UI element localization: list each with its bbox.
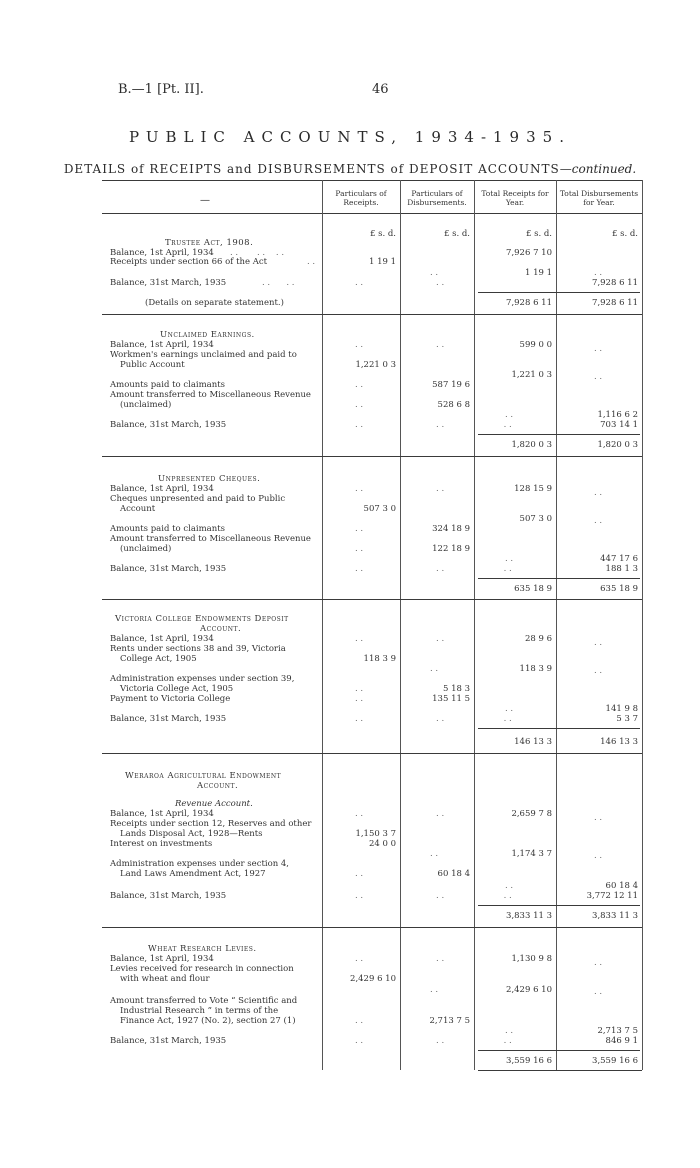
total-disbursements-paid: 1,116 6 2 [597, 410, 638, 420]
total-disbursements-close: 7,928 6 11 [592, 278, 638, 288]
line-balance-close: Balance, 31st March, 1935 [110, 420, 227, 430]
line-rents: Rents under sections 38 and 39, Victoria [110, 644, 286, 654]
header-disbursements: Particulars of Disbursements. [407, 189, 467, 207]
line-finance-act: Finance Act, 1927 (No. 2), section 27 (1) [120, 1016, 296, 1026]
line-wheat-flour: with wheat and flour [120, 974, 210, 984]
line-payment: Payment to Victoria College [110, 694, 231, 704]
leader-dots: . . [505, 704, 514, 714]
leader-dots: . . . . [355, 809, 445, 819]
header-blank-dash: — [200, 195, 210, 206]
section-title: Trustee Act, 1908. [165, 238, 254, 248]
section-title-2: Account. [200, 624, 242, 634]
line-balance-open: Balance, 1st April, 1934 [110, 634, 214, 644]
disbursement-admin: 60 18 4 [437, 869, 470, 879]
line-public-account: Public Account [120, 360, 185, 370]
disbursement-transfer: 122 18 9 [432, 544, 470, 554]
total-disbursements-sum: 635 18 9 [600, 584, 638, 594]
total-receipts-open: 2,659 7 8 [511, 809, 552, 819]
leader-dots: . . [355, 544, 364, 554]
leader-dots: . . [355, 1016, 364, 1026]
total-receipts-add: 118 3 9 [519, 664, 552, 674]
leader-dots: . . . . . . [355, 420, 512, 430]
line-receipts: Receipts under section 12, Reserves and other [110, 819, 312, 829]
leader-dots: . . [505, 554, 514, 564]
leader-dots: . . . . . . [230, 248, 285, 258]
line-paid-claimants: Amounts paid to claimants [110, 380, 225, 390]
receipts-interest: 24 0 0 [368, 839, 396, 849]
section-title: Unpresented Cheques. [158, 474, 261, 484]
leader-dots: . . [430, 849, 439, 859]
line-college-act-2: Victoria College Act, 1905 [120, 684, 234, 694]
total-disbursements-paid: 60 18 4 [605, 881, 638, 891]
line-industrial-research: Industrial Research ” in terms of the [120, 1006, 279, 1016]
leader-dots: . . . . . . [355, 714, 512, 724]
total-disbursements-close: 188 1 3 [605, 564, 638, 574]
sum-rule [478, 292, 640, 293]
leader-dots: . . [594, 516, 603, 526]
total-disbursements-close: 846 9 1 [605, 1036, 638, 1046]
leader-dots: . . . . [355, 340, 445, 350]
line-lands-act: Lands Disposal Act, 1928—Rents [120, 829, 263, 839]
section-title-1: Victoria College Endowments Deposit [115, 614, 289, 624]
header-receipts: Particulars of Receipts. [335, 189, 387, 207]
leader-dots: . . . . [355, 634, 445, 644]
table-top-rule [102, 180, 642, 181]
receipts-value: 2,429 6 10 [350, 974, 396, 984]
receipts-rents: 1,150 3 7 [355, 829, 396, 839]
leader-dots: . . [505, 881, 514, 891]
page-subtitle [0, 162, 700, 176]
total-receipts-open: 599 0 0 [519, 340, 552, 350]
total-disbursements-close: 5 3 7 [616, 714, 638, 724]
line-admin-expenses: Administration expenses under section 4, [110, 859, 289, 869]
disbursement-transfer: 2,713 7 5 [429, 1016, 470, 1026]
leader-dots: . . [307, 257, 316, 267]
subtitle-main: DETAILS of RECEIPTS and DISBURSEMENTS of DEPOSIT ACCOUNTS [63, 162, 560, 176]
page-number: 46 [372, 82, 389, 97]
leader-dots: . . [355, 400, 364, 410]
leader-dots: . . [594, 488, 603, 498]
total-disbursements-paid: 447 17 6 [600, 554, 638, 564]
total-receipts-open: 1,130 9 8 [511, 954, 552, 964]
leader-dots: . . [430, 268, 439, 278]
line-balance-close: Balance, 31st March, 1935 [110, 278, 227, 288]
total-disbursements-sum: 3,559 16 6 [592, 1056, 638, 1066]
leader-dots: . . . . [355, 484, 445, 494]
currency-total-disbursements: £ s. d. [611, 229, 638, 239]
header-bottom-rule [102, 213, 642, 214]
leader-dots: . . [355, 380, 364, 390]
leader-dots: . . [594, 344, 603, 354]
total-receipts-sum: 3,833 11 3 [506, 911, 552, 921]
line-balance-open: Balance, 1st April, 1934 [110, 954, 214, 964]
total-receipts-add: 1 19 1 [524, 268, 552, 278]
total-receipts-open: 28 9 6 [524, 634, 552, 644]
line-receipts: Receipts under section 66 of the Act [110, 257, 268, 267]
section-bottom-rule [102, 927, 642, 928]
line-unclaimed: (unclaimed) [120, 400, 172, 410]
total-disbursements-paid: 2,713 7 5 [597, 1026, 638, 1036]
section-title-1: Weraroa Agricultural Endowment [125, 771, 282, 781]
disbursement-payment: 135 11 5 [432, 694, 470, 704]
line-balance-open: Balance, 1st April, 1934 [110, 248, 214, 258]
line-cheques: Cheques unpresented and paid to Public [110, 494, 286, 504]
line-admin-expenses: Administration expenses under section 39, [110, 674, 295, 684]
total-disbursements-sum: 146 13 3 [600, 737, 638, 747]
total-disbursements-close: 3,772 12 11 [586, 891, 638, 901]
sum-rule [478, 578, 640, 579]
leader-dots: . . [505, 1026, 514, 1036]
total-disbursements-close: 703 14 1 [600, 420, 638, 430]
leader-dots: . . [505, 410, 514, 420]
total-receipts-sum: 1,820 0 3 [511, 440, 552, 450]
line-balance-close: Balance, 31st March, 1935 [110, 714, 227, 724]
leader-dots: . . [594, 958, 603, 968]
page-title: PUBLIC ACCOUNTS, 1934-1935. [129, 128, 571, 146]
receipts-value: 507 3 0 [363, 504, 396, 514]
line-balance-open: Balance, 1st April, 1934 [110, 809, 214, 819]
leader-dots: . . [430, 985, 439, 995]
section-title: Unclaimed Earnings. [160, 330, 255, 340]
line-balance-close: Balance, 31st March, 1935 [110, 1036, 227, 1046]
note-details: (Details on separate statement.) [145, 298, 284, 308]
leader-dots: . . [355, 524, 364, 534]
line-transferred: Amount transferred to Miscellaneous Revenue [110, 390, 311, 400]
total-disbursements-paid: 141 9 8 [605, 704, 638, 714]
sum-rule [478, 1050, 640, 1051]
line-paid-claimants: Amounts paid to claimants [110, 524, 225, 534]
line-account: Account [120, 504, 156, 514]
total-receipts-sum: 635 18 9 [514, 584, 552, 594]
section-bottom-rule [102, 456, 642, 457]
leader-dots: . . [594, 372, 603, 382]
line-interest: Interest on investments [110, 839, 213, 849]
currency-total-receipts: £ s. d. [525, 229, 552, 239]
total-receipts-add: 507 3 0 [519, 514, 552, 524]
receipts-value: 1,221 0 3 [355, 360, 396, 370]
line-transferred: Amount transferred to Miscellaneous Revenue [110, 534, 311, 544]
leader-dots: . . . . . . [355, 891, 512, 901]
leader-dots: . . . . [262, 278, 295, 288]
leader-dots: . . [594, 987, 603, 997]
sum-rule [478, 905, 640, 906]
section-bottom-rule [102, 314, 642, 315]
disbursement-admin: 5 18 3 [442, 684, 470, 694]
section-title: Wheat Research Levies. [148, 944, 257, 954]
disbursement-claimants: 324 18 9 [432, 524, 470, 534]
leader-dots: . . . . . . [355, 1036, 512, 1046]
line-balance-open: Balance, 1st April, 1934 [110, 484, 214, 494]
total-disbursements-sum: 3,833 11 3 [592, 911, 638, 921]
line-balance-close: Balance, 31st March, 1935 [110, 891, 227, 901]
line-balance-open: Balance, 1st April, 1934 [110, 340, 214, 350]
section-title-2: Account. [197, 781, 239, 791]
leader-dots: . . [430, 664, 439, 674]
leader-dots: . . [355, 869, 364, 879]
disbursement-transfer: 528 6 8 [437, 400, 470, 410]
receipts-value: 118 3 9 [363, 654, 396, 664]
header-total-disbursements: Total Disbursements for Year. [559, 189, 639, 207]
disbursement-claimants: 587 19 6 [432, 380, 470, 390]
line-balance-close: Balance, 31st March, 1935 [110, 564, 227, 574]
leader-dots: . . [355, 684, 364, 694]
line-levies: Levies received for research in connection [110, 964, 294, 974]
currency-receipts: £ s. d. [369, 229, 396, 239]
line-college-act: College Act, 1905 [120, 654, 197, 664]
leader-dots: . . [594, 813, 603, 823]
leader-dots: . . . . . . [355, 564, 512, 574]
page-reference: B.—1 [Pt. II]. [118, 82, 204, 97]
header-total-receipts: Total Receipts for Year. [481, 189, 549, 207]
section-bottom-rule [102, 753, 642, 754]
leader-dots: . . [594, 851, 603, 861]
line-unclaimed: (unclaimed) [120, 544, 172, 554]
receipts-value: 1 19 1 [368, 257, 396, 267]
total-receipts-sum: 7,928 6 11 [506, 298, 552, 308]
section-bottom-rule [102, 599, 642, 600]
total-disbursements-sum: 7,928 6 11 [592, 298, 638, 308]
total-receipts-open: 128 15 9 [514, 484, 552, 494]
leader-dots: . . [355, 694, 364, 704]
total-receipts-sum: 146 13 3 [514, 737, 552, 747]
leader-dots: . . [594, 268, 603, 278]
total-disbursements-sum: 1,820 0 3 [597, 440, 638, 450]
total-receipts-add: 1,221 0 3 [511, 370, 552, 380]
sum-rule [478, 434, 640, 435]
table-bottom-rule [478, 1070, 642, 1071]
line-land-laws-act: Land Laws Amendment Act, 1927 [120, 869, 266, 879]
total-receipts-add: 1,174 3 7 [511, 849, 552, 859]
leader-dots: . . [594, 638, 603, 648]
leader-dots: . . [594, 666, 603, 676]
total-receipts-open: 7,926 7 10 [506, 248, 552, 258]
leader-dots: . . . . [355, 954, 445, 964]
line-earnings: Workmen's earnings unclaimed and paid to [110, 350, 297, 360]
line-transferred: Amount transferred to Vote “ Scientific and [110, 996, 298, 1006]
col-divider-right [642, 180, 643, 1070]
subtitle-continued: —continued. [559, 162, 637, 176]
sum-rule [478, 728, 640, 729]
leader-dots: . . . . [355, 278, 445, 288]
total-receipts-sum: 3,559 16 6 [506, 1056, 552, 1066]
currency-disbursements: £ s. d. [443, 229, 470, 239]
revenue-account-subtitle: Revenue Account. [175, 799, 253, 809]
total-receipts-add: 2,429 6 10 [506, 985, 552, 995]
